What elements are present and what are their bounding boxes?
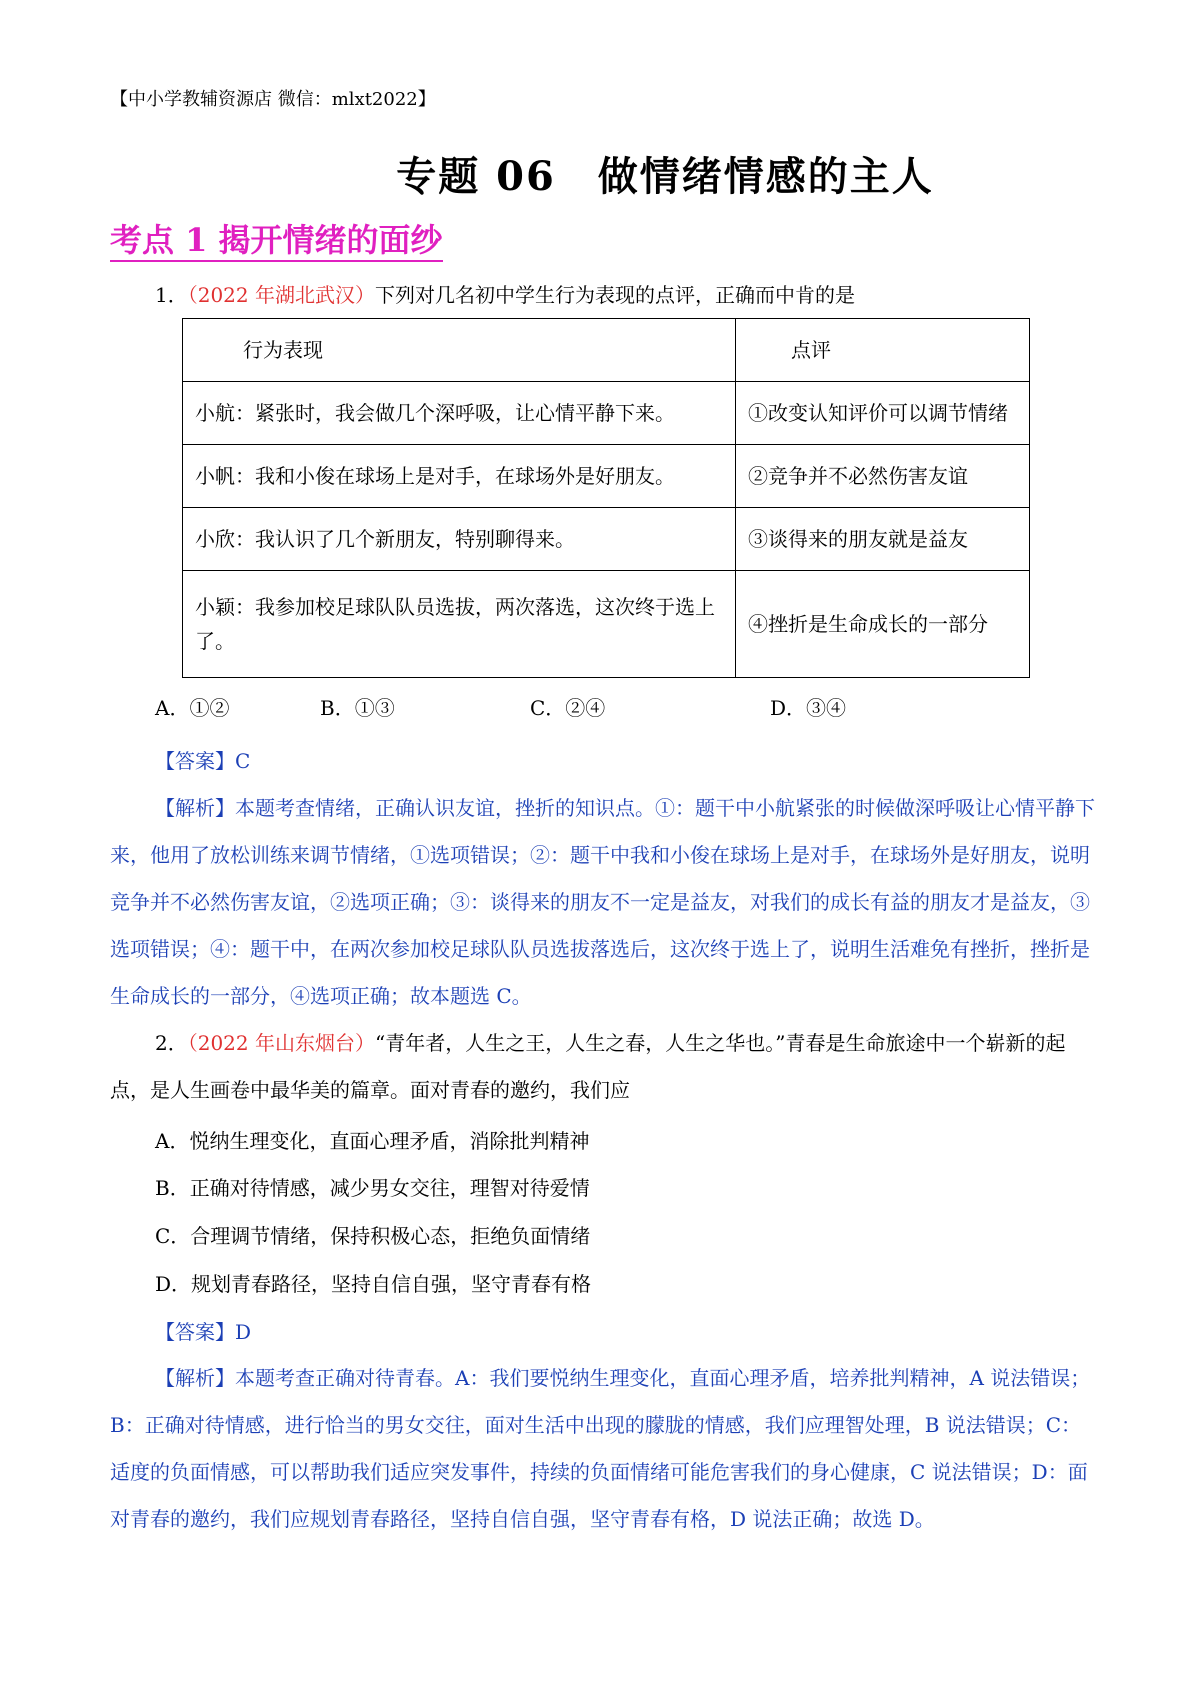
table-row xyxy=(183,382,1030,445)
table-cell: ①改变认知评价可以调节情绪 xyxy=(736,382,1030,445)
table-row xyxy=(183,508,1030,571)
header-note: 【中小学教辅资源店 微信：mlxt2022】 xyxy=(110,89,436,110)
table-cell: 小颖：我参加校足球队队员选拔，两次落选，这次终于选上了。 xyxy=(183,571,736,678)
question-1-table xyxy=(182,318,1030,678)
option-c: C．②④ xyxy=(530,696,606,720)
option-d: D．规划青春路径，坚持自信自强，坚守青春有格 xyxy=(155,1272,592,1296)
explanation-label: 【解析】 xyxy=(155,1366,235,1390)
table-header-cell: 行为表现 xyxy=(183,319,736,382)
answer-label: 【答案】 xyxy=(155,749,235,773)
question-1-answer xyxy=(155,745,250,774)
question-number: 1． xyxy=(155,283,188,307)
answer-value: C xyxy=(235,749,251,773)
option-b: B．正确对待情感，减少男女交往，理智对待爱情 xyxy=(155,1176,590,1200)
question-2-explanation xyxy=(110,1355,1100,1543)
table-cell: ③谈得来的朋友就是益友 xyxy=(736,508,1030,571)
table-cell: 小航：紧张时，我会做几个深呼吸，让心情平静下来。 xyxy=(183,382,736,445)
option-b: B．①③ xyxy=(320,696,395,720)
table-cell: 小欣：我认识了几个新朋友，特别聊得来。 xyxy=(183,508,736,571)
table-cell: 小帆：我和小俊在球场上是对手，在球场外是好朋友。 xyxy=(183,445,736,508)
section-title: 考点 1 揭开情绪的面纱 xyxy=(110,220,443,262)
table-row xyxy=(183,571,1030,678)
option-a: A．①② xyxy=(155,696,230,720)
explanation-text: 本题考查情绪，正确认识友谊，挫折的知识点。①：题干中小航紧张的时候做深呼吸让心情平静下来，他用了放松训练来调节情绪，①选项错误；②：题干中我和小俊在球场上是对手，在球场外是好朋友，说明竞争并不必然伤害友谊，②选项正确；③：谈得来的朋友不一定是益友，对我们的成长有益的朋友才是益友，③选项错误；④：题干中，在两次参加校足球队队员选拔落选后，这次终于选上了，说明生活难免有挫折，挫折是生命成长的一部分，④选项正确；故本题选 C。 xyxy=(110,796,1095,1008)
page-title: 专题 06 做情绪情感的主人 xyxy=(396,153,934,200)
question-1-stem xyxy=(110,272,1100,319)
question-number: 2． xyxy=(155,1031,188,1055)
question-1-explanation xyxy=(110,785,1100,1020)
option-d: D．③④ xyxy=(770,696,847,720)
answer-value: D xyxy=(235,1320,252,1344)
question-source: （2022 年山东烟台） xyxy=(187,1031,375,1055)
explanation-label: 【解析】 xyxy=(155,796,235,820)
table-cell: ②竞争并不必然伤害友谊 xyxy=(736,445,1030,508)
table-row xyxy=(183,445,1030,508)
question-2-answer xyxy=(155,1316,251,1345)
option-c: C．合理调节情绪，保持积极心态，拒绝负面情绪 xyxy=(155,1224,591,1248)
question-2-stem xyxy=(110,1020,1100,1114)
question-text: 下列对几名初中学生行为表现的点评，正确而中肯的是 xyxy=(375,283,855,307)
table-cell: ④挫折是生命成长的一部分 xyxy=(736,571,1030,678)
table-header-cell: 点评 xyxy=(736,319,1030,382)
option-a: A．悦纳生理变化，直面心理矛盾，消除批判精神 xyxy=(155,1129,590,1153)
explanation-text: 本题考查正确对待青春。A：我们要悦纳生理变化，直面心理矛盾，培养批判精神，A 说法错误；B：正确对待情感，进行恰当的男女交往，面对生活中出现的朦胧的情感，我们应理智处理，B 说法错误；C：适度的负面情感，可以帮助我们适应突发事件，持续的负面情绪可能危害我们的身心健康，C 说法错误；D：面对青春的邀约，我们应规划青春路径，坚持自信自强，坚守青春有格，D 说法正确；故选 D。 xyxy=(110,1366,1091,1531)
question-text: “青年者，人生之王，人生之春，人生之华也。”青春是生命旅途中一个崭新的起点，是人生画卷中最华美的篇章。面对青春的邀约，我们应 xyxy=(110,1031,1066,1102)
table-header-row xyxy=(183,319,1030,382)
question-source: （2022 年湖北武汉） xyxy=(187,283,375,307)
answer-label: 【答案】 xyxy=(155,1320,235,1344)
